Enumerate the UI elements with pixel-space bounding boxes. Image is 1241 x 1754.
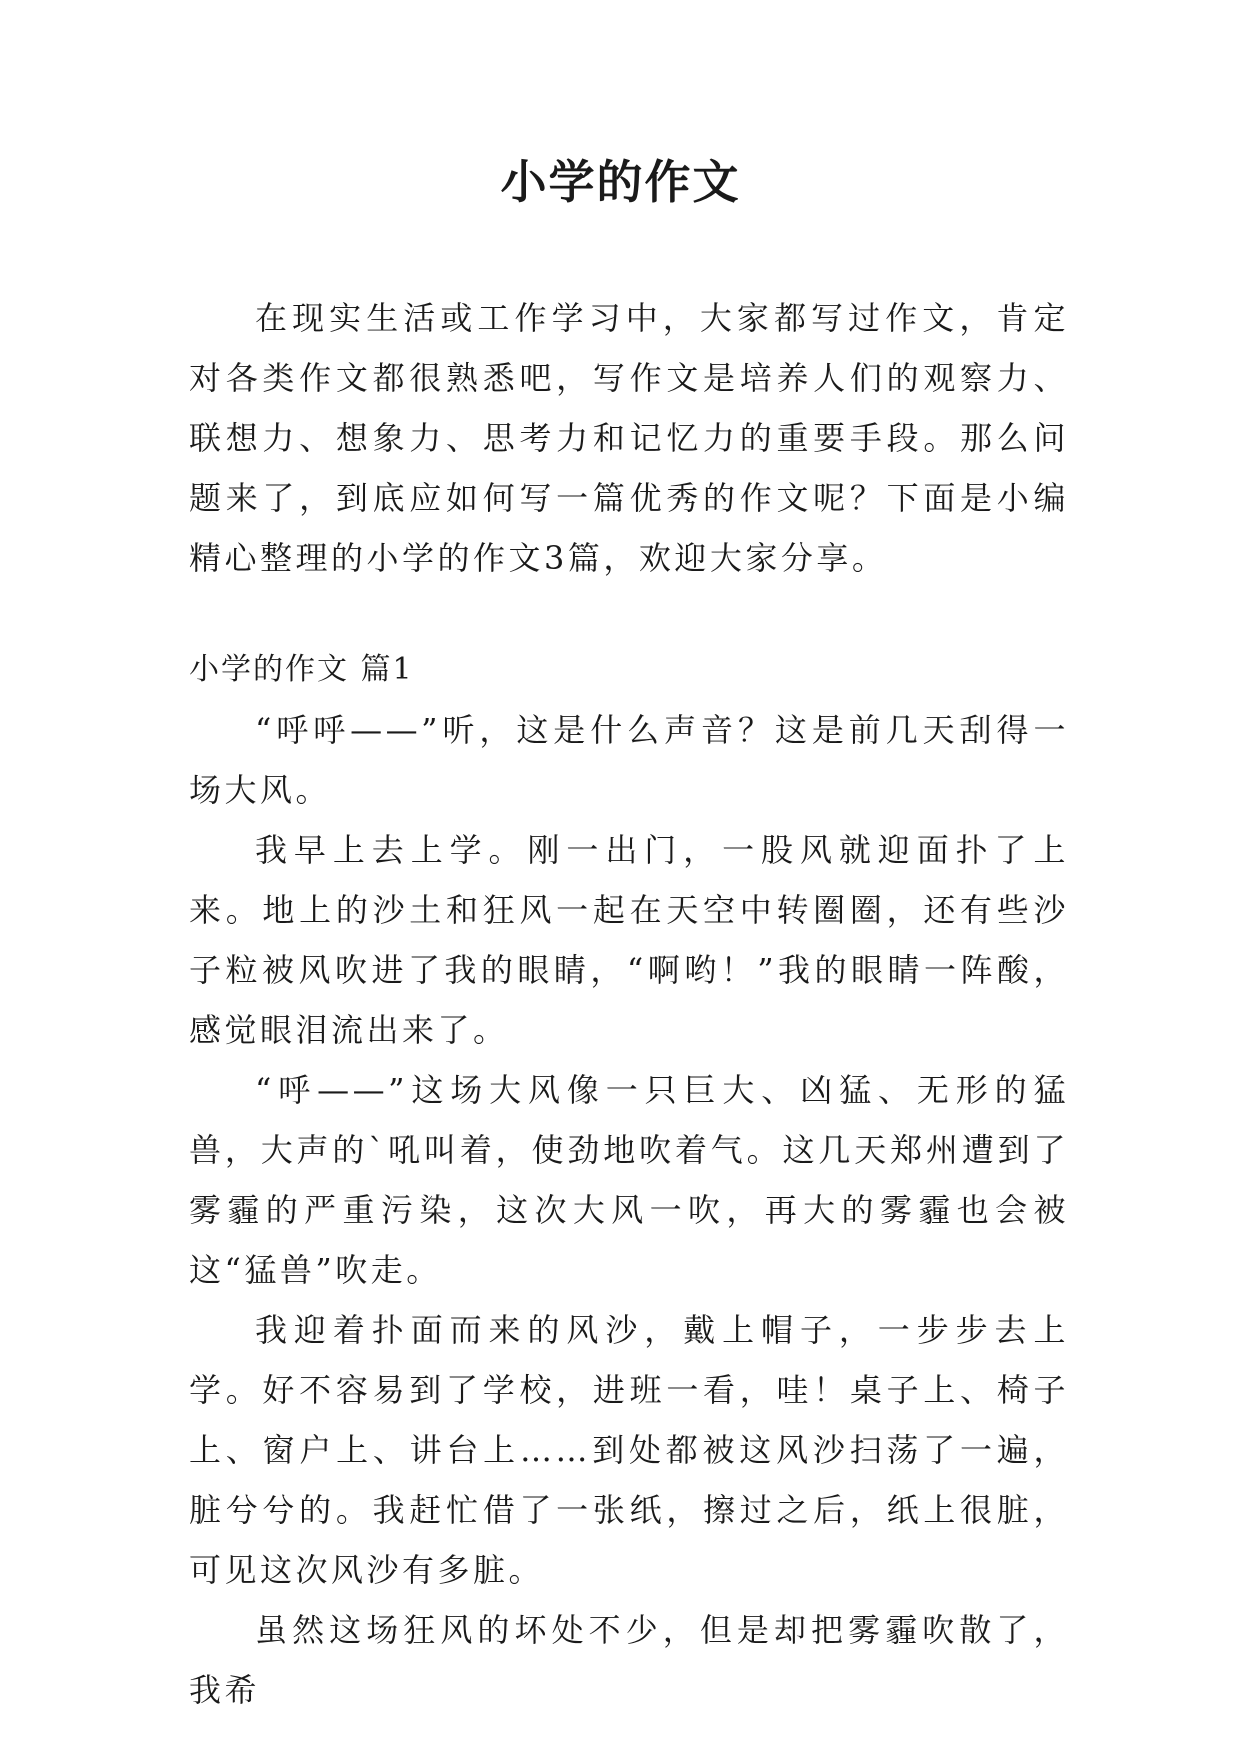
intro-paragraph: 在现实生活或工作学习中，大家都写过作文，肯定对各类作文都很熟悉吧，写作文是培养人们的观察力、联想力、想象力、思考力和记忆力的重要手段。那么问题来了，到底应如何写一篇优秀的作文呢？下面是小编精心整理的小学的作文3篇，欢迎大家分享。 [189,299,1069,577]
body-paragraph: “呼——”这场大风像一只巨大、凶猛、无形的猛兽，大声的`吼叫着，使劲地吹着气。这几天郑州遭到了雾霾的严重污染，这次大风一吹，再大的雾霾也会被这“猛兽”吹走。 [189,1071,1069,1289]
document-body [189,288,1069,1720]
body-paragraph: 虽然这场狂风的坏处不少，但是却把雾霾吹散了，我希 [189,1611,1069,1709]
section-heading: 小学的作文 篇1 [189,652,414,687]
body-paragraph: “呼呼——”听，这是什么声音？这是前几天刮得一场大风。 [189,711,1069,809]
body-paragraph: 我迎着扑面而来的风沙，戴上帽子，一步步去上学。好不容易到了学校，进班一看，哇！桌子上、椅子上、窗户上、讲台上……到处都被这风沙扫荡了一遍，脏兮兮的。我赶忙借了一张纸，擦过之后，纸上很脏，可见这次风沙有多脏。 [189,1311,1069,1589]
body-paragraph: 我早上去上学。刚一出门，一股风就迎面扑了上来。地上的沙土和狂风一起在天空中转圈圈，还有些沙子粒被风吹进了我的眼睛，“啊哟！”我的眼睛一阵酸，感觉眼泪流出来了。 [189,831,1069,1049]
document-title: 小学的作文 [500,155,741,209]
